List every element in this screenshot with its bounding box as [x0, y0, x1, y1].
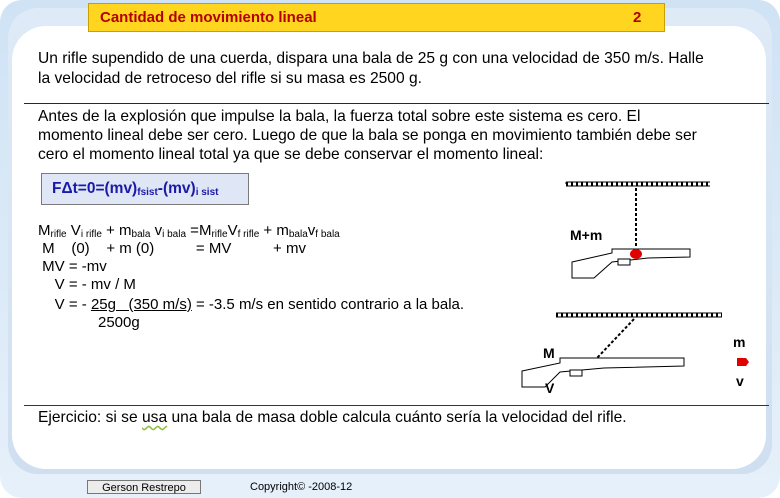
separator-line-bottom [24, 405, 769, 406]
bullet-top [630, 249, 642, 259]
equation-initial: M (0) + m (0) = MV + mv [38, 240, 306, 257]
slide-number: 2 [633, 9, 642, 26]
label-total-mass: M+m [570, 227, 603, 243]
impulse-formula: $F\Delta t=0=(mv)_{fsist}-(mv)_{i sist}$ [52, 180, 219, 198]
ceiling-top [566, 182, 710, 186]
equation-momentum: $M_{rifle}$ $V_{i rifle} + m_{bala}$ $v_{i bala} =M_{rifle}V_{f rifle} + m_{bala}v_{f bala}$ [38, 222, 340, 240]
explanation-line-3: cero el momento lineal total ya que se debe conservar el momento lineal: [38, 146, 544, 163]
equation-balance: MV = -mv [38, 258, 107, 275]
explanation-line-2: momento lineal debe ser cero. Luego de que la bala se ponga en movimiento también debe ser [38, 127, 697, 144]
ceiling-bottom [556, 313, 722, 317]
rope-bottom [597, 319, 634, 358]
problem-line-1: Un rifle supendido de una cuerda, dispara una bala de 25 g con una velocidad de 350 m/s. Halle [38, 50, 704, 67]
equation-denominator: 2500g [98, 314, 140, 331]
exercise-text: Ejercicio: si se usa una bala de masa doble calcula cuánto sería la velocidad del rifle. [38, 409, 627, 426]
bullet-fired [737, 358, 749, 366]
rifle-top [572, 249, 690, 278]
problem-line-2: la velocidad de retroceso del rifle si su masa es 2500 g. [38, 70, 422, 87]
label-bullet-mass: m [733, 334, 746, 350]
label-rifle-velocity: V [545, 380, 555, 396]
slide-title: Cantidad de movimiento lineal [100, 9, 317, 26]
copyright-text: Copyright© -2008-12 [250, 481, 353, 493]
equation-result: V = - 25g (350 m/s) = -3.5 m/s en sentido contrario a la bala. [38, 296, 465, 313]
equation-velocity: V = - mv / M [38, 276, 136, 293]
author-label: Gerson Restrepo [87, 480, 201, 494]
label-rifle-mass: M [543, 345, 555, 361]
label-bullet-velocity: v [736, 373, 744, 389]
explanation-line-1: Antes de la explosión que impulse la bala, la fuerza total sobre este sistema es cero. El [38, 108, 641, 125]
